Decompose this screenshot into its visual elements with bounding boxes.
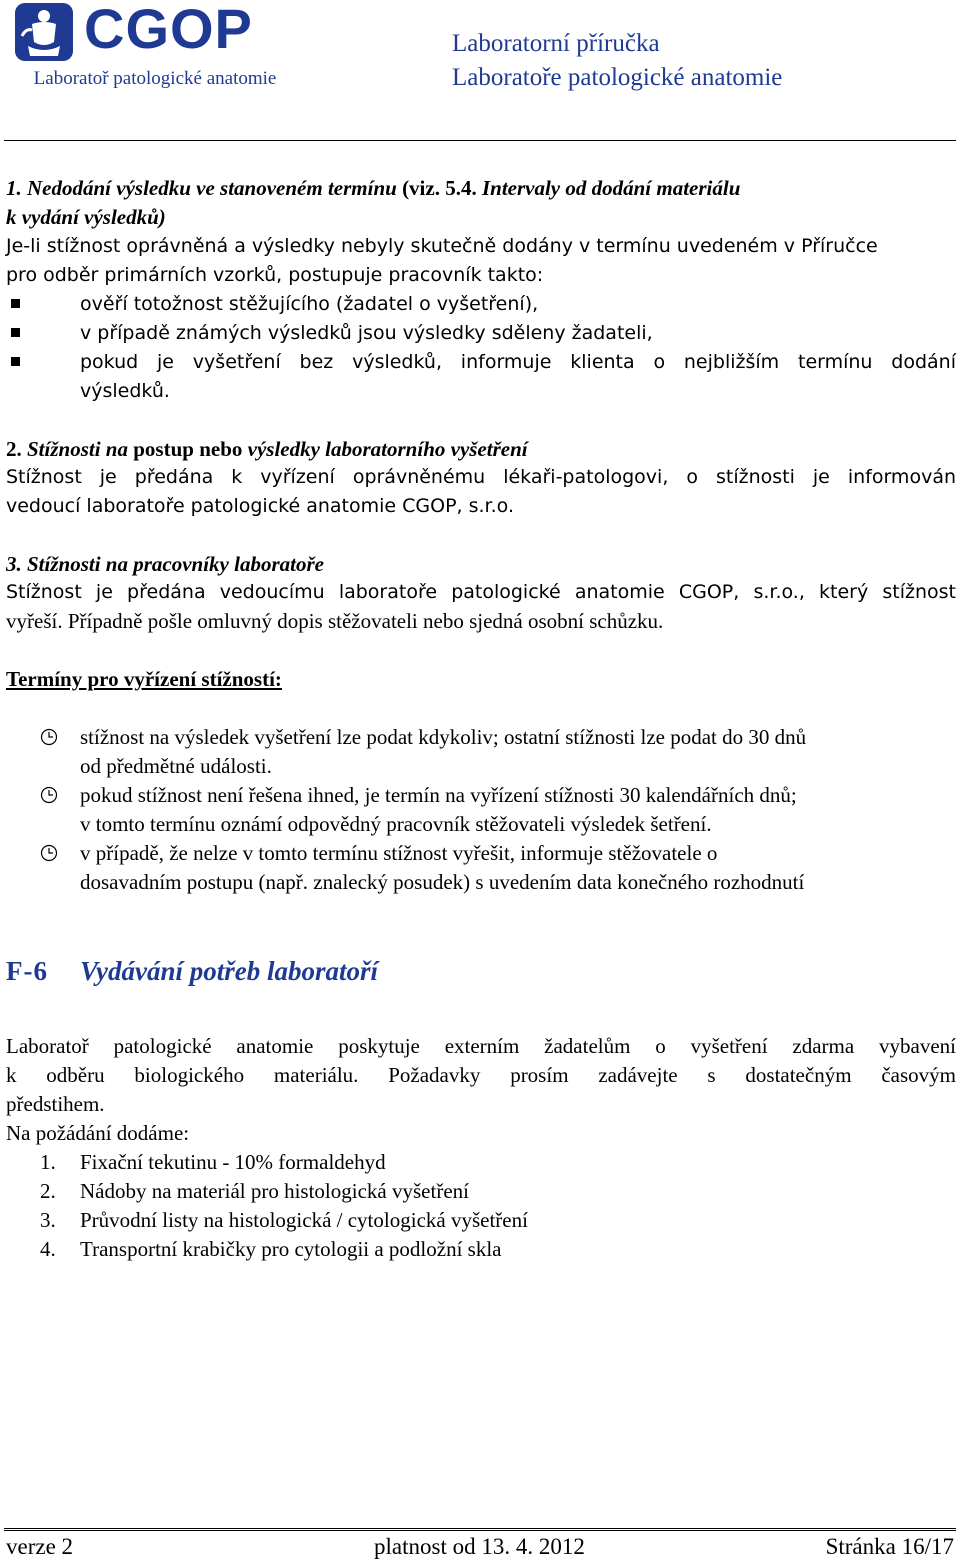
clock-icon	[40, 786, 58, 804]
section2-heading-part: výsledky laboratorního vyšetření	[247, 437, 528, 461]
list-item	[40, 1235, 528, 1264]
cgop-logo	[14, 2, 264, 66]
list-item-number: 3.	[40, 1208, 56, 1232]
section3-heading: 3. Stížnosti na pracovníky laboratoře	[6, 552, 324, 576]
header-divider	[4, 140, 956, 141]
section3-text: Stížnost je předána vedoucímu laboratoře patologické anatomie CGOP, s.r.o., který stížnost	[6, 581, 956, 603]
document-subtitle: Laboratoře patologické anatomie	[452, 64, 783, 91]
list-item-text: Průvodní listy na histologická / cytologická vyšetření	[80, 1208, 528, 1232]
section1-intro	[6, 232, 958, 290]
section1-heading	[6, 174, 956, 203]
document-title: Laboratorní příručka	[452, 30, 660, 57]
terms-item-line: pokud stížnost není řešena ihned, je termín na vyřízení stížnosti 30 kalendářních dnů;	[80, 783, 797, 807]
list-item	[40, 1206, 528, 1235]
list-item	[40, 1177, 528, 1206]
section2-heading-part: Stížnosti na	[27, 437, 128, 461]
terms-item	[80, 781, 956, 839]
section1-heading-ref: (viz. 5.4.	[402, 176, 477, 200]
section1-intro-line: pro odběr primárních vzorků, postupuje pracovník takto:	[6, 264, 544, 286]
list-item-text: Transportní krabičky pro cytologii a podložní skla	[80, 1237, 502, 1261]
lab-name-small: Laboratoř patologické anatomie	[33, 68, 277, 89]
terms-item-line: dosavadním postupu (např. znalecký posudek) s uvedením data konečného rozhodnutí	[80, 870, 805, 894]
section2-heading	[6, 435, 528, 464]
bullet-square-icon	[11, 299, 20, 308]
section-title: Vydávání potřeb laboratoří	[80, 956, 379, 986]
section1-heading-part: 1. Nedodání výsledku ve stanoveném termínu	[6, 176, 397, 200]
terms-item	[80, 839, 956, 897]
section1-intro-line: Je-li stížnost oprávněná a výsledky nebyly skutečně dodány v termínu uvedeném v Příručce	[6, 235, 878, 257]
section3-text: vyřeší. Případně pošle omluvný dopis stěžovateli nebo sjedná osobní schůzku.	[6, 609, 664, 633]
list-item: v případě známých výsledků jsou výsledky sděleny žadateli,	[80, 322, 653, 344]
logo-text: CGOP	[84, 0, 253, 60]
footer-divider	[4, 1528, 956, 1533]
terms-item	[80, 723, 956, 781]
footer-validity: platnost od 13. 4. 2012	[374, 1534, 585, 1559]
clock-icon	[40, 728, 58, 746]
terms-heading: Termíny pro vyřízení stížností:	[6, 667, 282, 691]
list-item-text: Fixační tekutinu - 10% formaldehyd	[80, 1150, 386, 1174]
section2-num: 2.	[6, 437, 22, 461]
section2-text: Stížnost je předána k vyřízení oprávněnému lékaři-patologovi, o stížnosti je informován	[6, 466, 956, 488]
clock-icon	[40, 844, 58, 862]
f6-paragraph	[6, 1032, 956, 1148]
list-item-continued: výsledků.	[80, 380, 170, 402]
section1-heading-line2: k vydání výsledků)	[6, 205, 166, 229]
bullet-square-icon	[11, 357, 20, 366]
footer-page-number: Stránka 16/17	[825, 1534, 954, 1559]
list-item	[40, 1148, 528, 1177]
document-header	[420, 27, 960, 95]
list-item-text: Nádoby na materiál pro histologická vyšetření	[80, 1179, 469, 1203]
footer-version: verze 2	[6, 1534, 74, 1559]
terms-item-line: v tomto termínu oznámí odpovědný pracovník stěžovateli výsledek šetření.	[80, 812, 712, 836]
section2-text: vedoucí laboratoře patologické anatomie CGOP, s.r.o.	[6, 495, 514, 517]
bullet-square-icon	[11, 328, 20, 337]
terms-item-line: od předmětné události.	[80, 754, 272, 778]
supplies-list	[40, 1148, 528, 1264]
terms-item-line: stížnost na výsledek vyšetření lze podat kdykoliv; ostatní stížnosti lze podat do 30 dnů	[80, 725, 807, 749]
section2-heading-part: postup nebo	[133, 437, 243, 461]
f6-paragraph-line: k odběru biologického materiálu. Požadavky prosím zadávejte s dostatečným časovým	[6, 1063, 956, 1087]
list-item: ověří totožnost stěžujícího (žadatel o vyšetření),	[80, 293, 539, 315]
list-item-number: 2.	[40, 1179, 56, 1203]
terms-item-line: v případě, že nelze v tomto termínu stížnost vyřešit, informuje stěžovatele o	[80, 841, 718, 865]
list-item-number: 1.	[40, 1150, 56, 1174]
f6-request-line: Na požádání dodáme:	[6, 1121, 190, 1145]
list-item-number: 4.	[40, 1237, 56, 1261]
f6-paragraph-line: předstihem.	[6, 1092, 105, 1116]
logo-figure-icon	[14, 2, 74, 62]
f6-paragraph-line: Laboratoř patologické anatomie poskytuje externím žadatelům o vyšetření zdarma vybavení	[6, 1034, 956, 1058]
section-code: F-6	[6, 956, 48, 986]
section1-heading-part: Intervaly od dodání materiálu	[481, 176, 741, 200]
list-item: pokud je vyšetření bez výsledků, informuje klienta o nejbližším termínu dodání	[80, 351, 956, 373]
